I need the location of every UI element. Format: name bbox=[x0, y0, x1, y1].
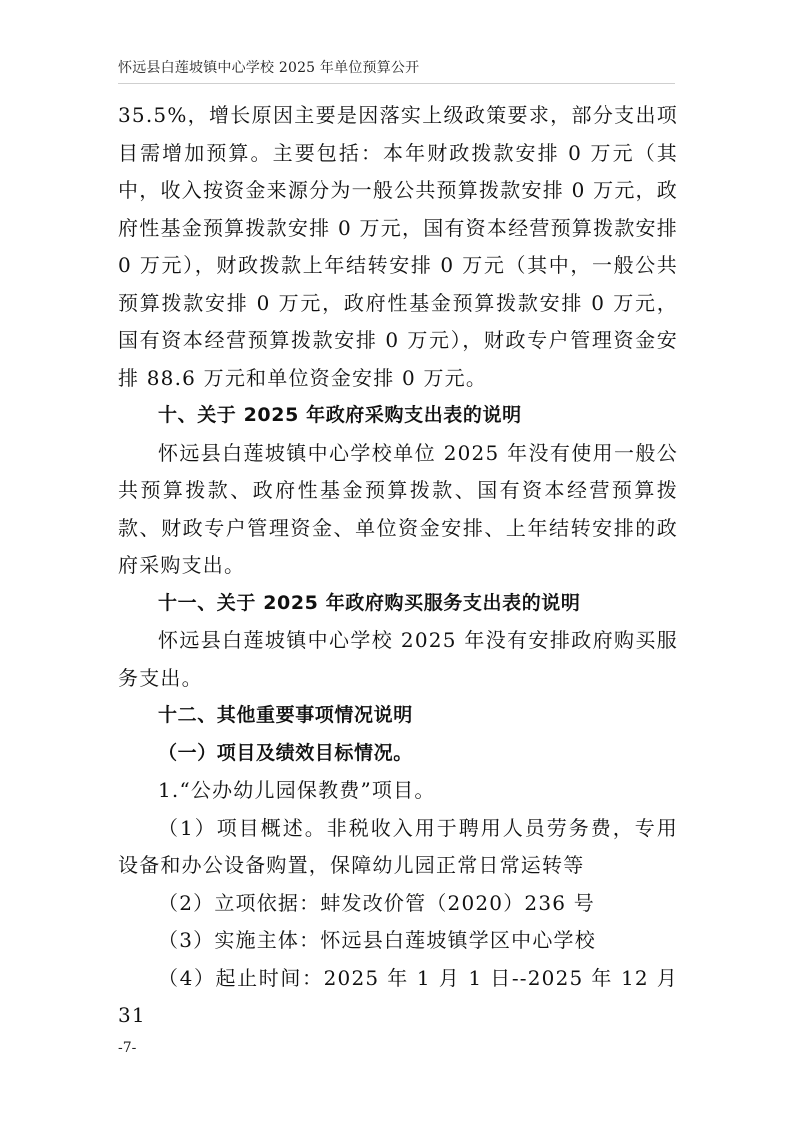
document-body bbox=[118, 97, 678, 1035]
section-12-heading: 十二、其他重要事项情况说明 bbox=[158, 704, 413, 726]
section-10-paragraph: 怀远县白莲坡镇中心学校单位 2025 年没有使用一般公共预算拨款、政府性基金预算拨款、国有资本经营预算拨款、财政专户管理资金、单位资金安排、上年结转安排的政府采购支出。 bbox=[118, 440, 678, 577]
budget-paragraph-continued: 35.5%，增长原因主要是因落实上级政策要求，部分支出项目需增加预算。主要包括：本年财政拨款安排 0 万元（其中，收入按资金来源分为一般公共预算拨款安排 0 万元，政府性基金预算拨款安排 0 万元，国有资本经营预算拨款安排 0 万元），财政拨款上年结转安排 0 万元（其中，一般公共预算拨款安排 0 万元，政府性基金预算拨款安排 0 万元，国有资本经营预算拨款安排 0 万元），财政专户管理资金安排 88.6 万元和单位资金安排 0 万元。 bbox=[118, 103, 678, 390]
section-11-heading: 十一、关于 2025 年政府购买服务支出表的说明 bbox=[158, 591, 581, 614]
project-overview: （1）项目概述。非税收入用于聘用人员劳务费，专用设备和办公设备购置，保障幼儿园正常日常运转等 bbox=[118, 815, 678, 877]
section-10-heading: 十、关于 2025 年政府采购支出表的说明 bbox=[158, 404, 522, 426]
project-item-title: 1.“公办幼儿园保教费”项目。 bbox=[158, 778, 436, 802]
page-number: -7- bbox=[118, 1040, 137, 1056]
project-basis: （2）立项依据：蚌发改价管（2020）236 号 bbox=[158, 890, 595, 915]
project-implementer: （3）实施主体：怀远县白莲坡镇学区中心学校 bbox=[158, 928, 596, 952]
project-period: （4）起止时间：2025 年 1 月 1 日--2025 年 12 月 31 bbox=[118, 965, 678, 1027]
header-divider bbox=[118, 83, 675, 84]
running-header: 怀远县白莲坡镇中心学校 2025 年单位预算公开 bbox=[118, 60, 420, 76]
subsection-1-heading: （一）项目及绩效目标情况。 bbox=[158, 741, 413, 764]
section-11-paragraph: 怀远县白莲坡镇中心学校 2025 年没有安排政府购买服务支出。 bbox=[118, 628, 678, 690]
